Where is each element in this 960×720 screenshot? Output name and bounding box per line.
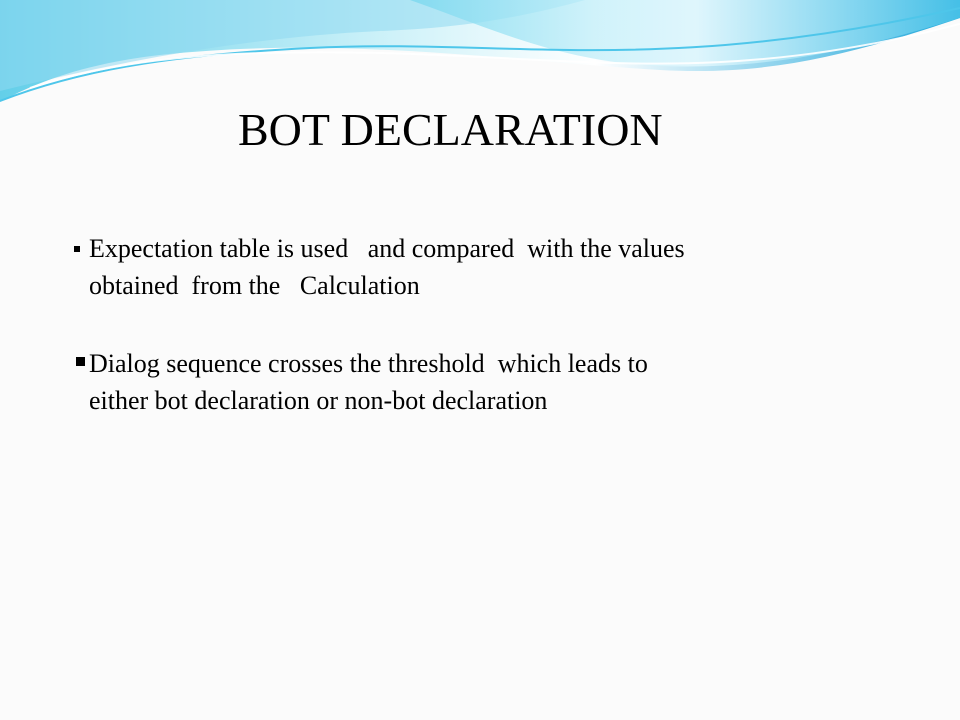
bullet-line: Expectation table is used and compared with the values — [89, 234, 685, 263]
bullet-dialog-sequence — [74, 345, 894, 419]
bullet-expectation-table — [74, 230, 894, 304]
bullet-line: Dialog sequence crosses the threshold which leads to — [89, 349, 648, 378]
bullet-line: obtained from the Calculation — [89, 271, 420, 300]
slide-title: BOT DECLARATION — [238, 104, 663, 155]
bullet-line: either bot declaration or non-bot declaration — [89, 386, 548, 415]
square-bullet-icon — [76, 357, 85, 366]
square-bullet-icon — [74, 246, 80, 252]
